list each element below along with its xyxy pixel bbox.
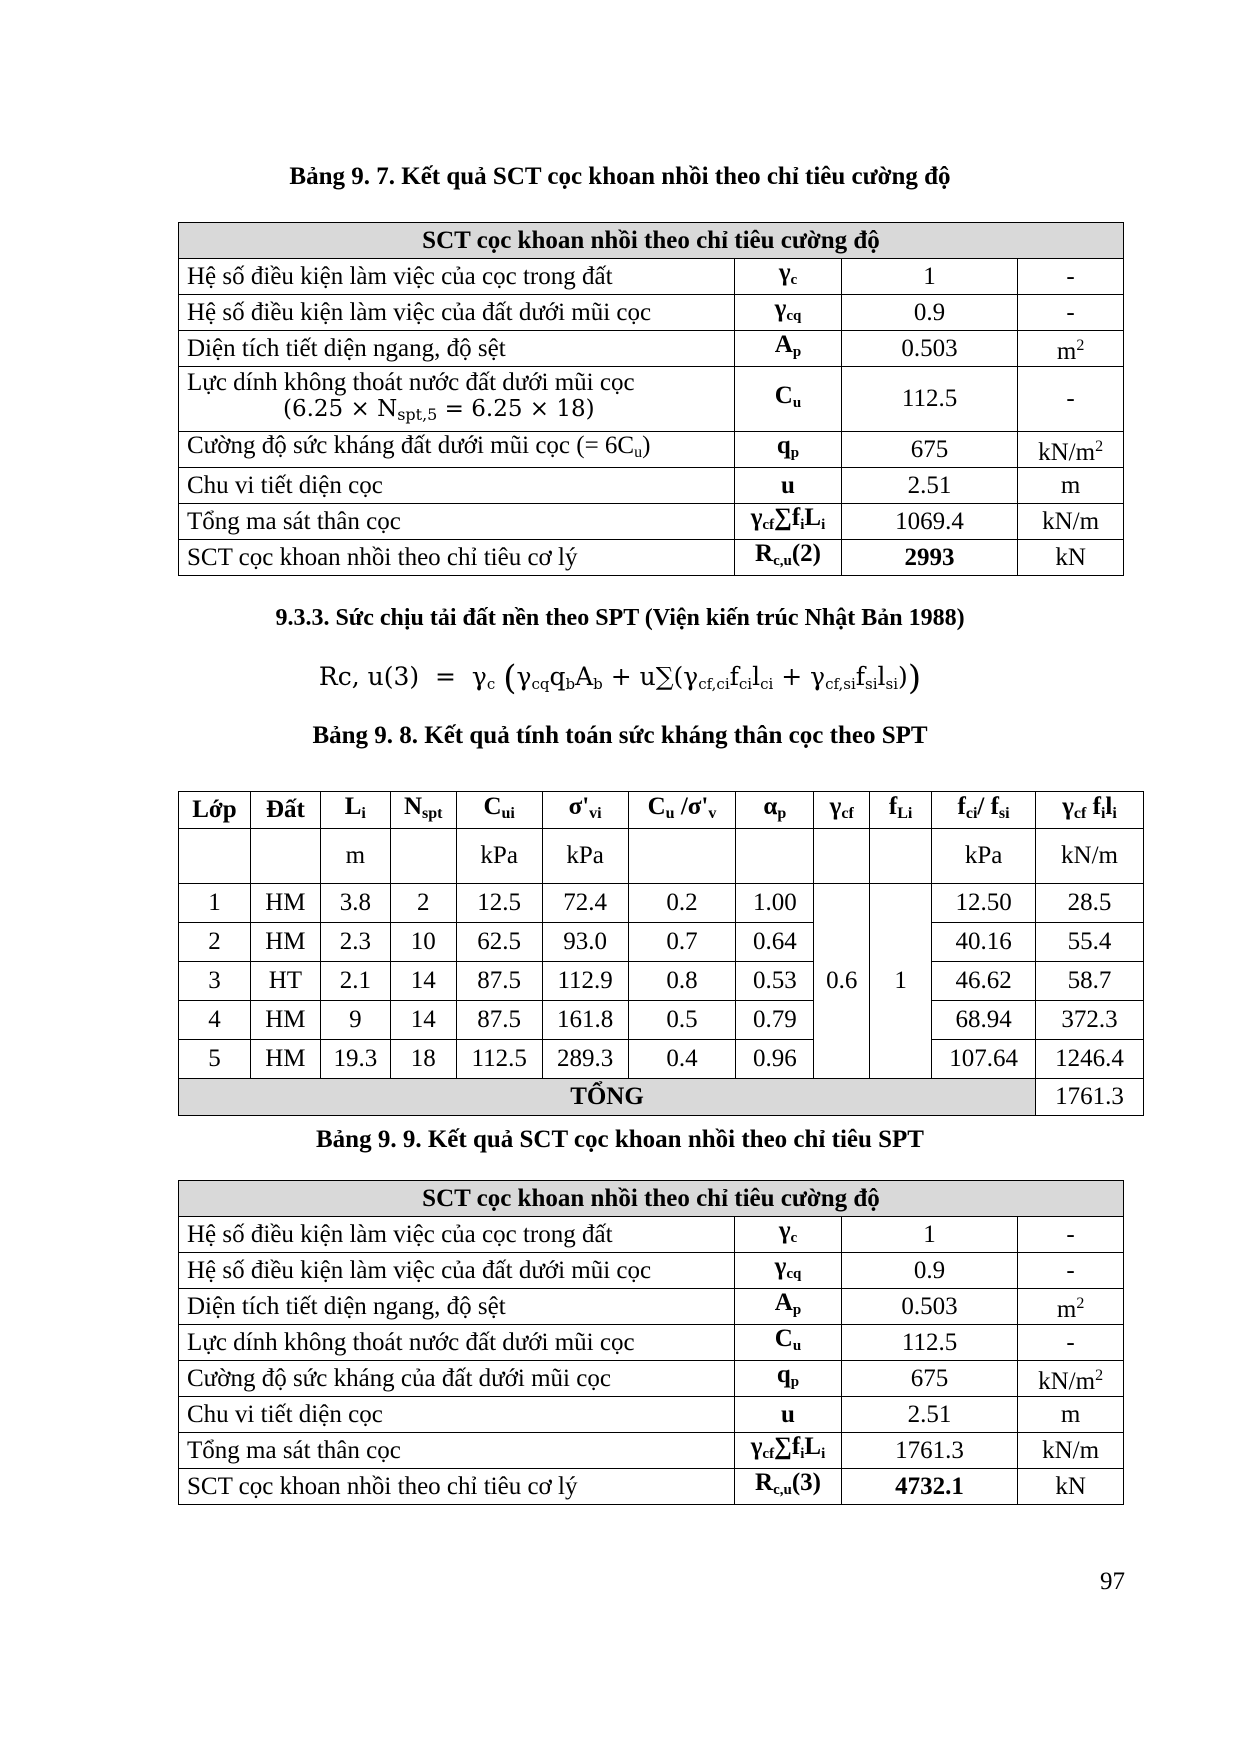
desc-text: Chu vi tiết diện cọc bbox=[187, 471, 383, 499]
table-cell: 14 bbox=[390, 1001, 456, 1040]
table-cell: 0.2 bbox=[628, 884, 736, 923]
row-value: 675 bbox=[841, 1361, 1017, 1397]
column-header: $\sigma'_{vi}$ bbox=[542, 792, 628, 829]
table-cell: 12.5 bbox=[456, 884, 542, 923]
column-header: $C_{ui}$ bbox=[456, 792, 542, 829]
symbol-sub: p bbox=[792, 1302, 802, 1318]
symbol-sub: cq bbox=[786, 308, 802, 324]
table-cell: 289.3 bbox=[542, 1040, 628, 1079]
table-row bbox=[179, 540, 1124, 576]
table-cell: HT bbox=[250, 962, 320, 1001]
row-unit: kN bbox=[1018, 540, 1124, 576]
row-symbol: $R_{c,u}(2)$ bbox=[735, 540, 842, 576]
unit-header bbox=[736, 829, 814, 884]
unit-header bbox=[179, 829, 251, 884]
table-cell: 112.9 bbox=[542, 962, 628, 1001]
row-description bbox=[179, 331, 735, 367]
table-9-9 bbox=[178, 1180, 1124, 1505]
desc-text: Tổng ma sát thân cọc bbox=[187, 507, 401, 535]
header-sub: vi bbox=[589, 804, 602, 822]
table-row bbox=[179, 1325, 1124, 1361]
row-value: 1069.4 bbox=[841, 504, 1017, 540]
desc-text: Hệ số điều kiện làm việc của cọc trong đất bbox=[187, 262, 613, 290]
header-sub: u bbox=[665, 804, 675, 822]
unit-header bbox=[870, 829, 932, 884]
symbol-sub: cq bbox=[786, 1266, 802, 1282]
table-cell: HM bbox=[250, 884, 320, 923]
row-value: 0.503 bbox=[841, 1289, 1017, 1325]
column-header: $f_{ci}/$ $f_{si}$ bbox=[932, 792, 1036, 829]
row-value: 2.51 bbox=[841, 1397, 1017, 1433]
row-description bbox=[179, 1289, 735, 1325]
header-sub: cf bbox=[841, 804, 854, 822]
table-cell: 5 bbox=[179, 1040, 251, 1079]
row-description bbox=[179, 468, 735, 504]
row-symbol: u bbox=[735, 1397, 842, 1433]
row-value: 1761.3 bbox=[841, 1433, 1017, 1469]
symbol-sub: i bbox=[800, 1446, 805, 1462]
table-cell: 14 bbox=[390, 962, 456, 1001]
row-unit: kN bbox=[1018, 1469, 1124, 1505]
unit-header: kPa bbox=[932, 829, 1036, 884]
row-value: 2993 bbox=[841, 540, 1017, 576]
table-caption-9-7: Bảng 9. 7. Kết quả SCT cọc khoan nhồi theo chỉ tiêu cường độ bbox=[289, 163, 951, 190]
column-header: $C_u$ $/\sigma'_v$ bbox=[628, 792, 736, 829]
unit-header bbox=[628, 829, 736, 884]
page-number: 97 bbox=[1100, 1568, 1125, 1595]
row-symbol: $\gamma_{cq}$ bbox=[735, 1253, 842, 1289]
header-sub: si bbox=[998, 804, 1010, 822]
column-header: $L_i$ bbox=[320, 792, 390, 829]
row-unit: m bbox=[1018, 468, 1124, 504]
table-cell: 0.7 bbox=[628, 923, 736, 962]
table-row bbox=[179, 1469, 1124, 1505]
row-value: 4732.1 bbox=[841, 1469, 1017, 1505]
row-description bbox=[179, 540, 735, 576]
table-cell: 1.00 bbox=[736, 884, 814, 923]
table-row bbox=[179, 432, 1124, 468]
header-sub: v bbox=[708, 804, 717, 822]
total-label: TỔNG bbox=[179, 1079, 1036, 1116]
column-header: Đất bbox=[250, 792, 320, 829]
symbol-sub: p bbox=[790, 1374, 800, 1390]
row-symbol: $\gamma_{cf}\sum f_iL_i$ bbox=[735, 504, 842, 540]
symbol-sub: c,u bbox=[773, 553, 792, 569]
table-row bbox=[179, 331, 1124, 367]
header-sub: Li bbox=[897, 804, 913, 822]
table-row bbox=[179, 962, 1144, 1001]
table-cell: 0.64 bbox=[736, 923, 814, 962]
table-cell: 0.4 bbox=[628, 1040, 736, 1079]
table-cell: 62.5 bbox=[456, 923, 542, 962]
unit-sup: 2 bbox=[1095, 1366, 1104, 1384]
header-sub: i bbox=[1112, 804, 1117, 822]
symbol-sub: u bbox=[792, 394, 802, 411]
unit-sup: 2 bbox=[1095, 437, 1104, 455]
column-header: Lớp bbox=[179, 792, 251, 829]
table-cell: 55.4 bbox=[1036, 923, 1144, 962]
table-cell: 28.5 bbox=[1036, 884, 1144, 923]
header-sub: i bbox=[361, 804, 366, 822]
row-unit: - bbox=[1018, 295, 1124, 331]
desc-line1: Lực dính không thoát nước đất dưới mũi cọc bbox=[187, 369, 635, 396]
table-row bbox=[179, 1289, 1124, 1325]
row-value: 2.51 bbox=[841, 468, 1017, 504]
unit-sup: 2 bbox=[1076, 1294, 1085, 1312]
unit-header: m bbox=[320, 829, 390, 884]
row-description bbox=[179, 1433, 735, 1469]
gamma-cf-cell: 0.6 bbox=[814, 884, 870, 1079]
row-value: 0.9 bbox=[841, 1253, 1017, 1289]
table-header: SCT cọc khoan nhồi theo chỉ tiêu cường độ bbox=[179, 1181, 1124, 1217]
row-unit: - bbox=[1018, 259, 1124, 295]
table-row bbox=[179, 1040, 1144, 1079]
formula bbox=[0, 658, 1240, 698]
row-unit: m bbox=[1018, 1397, 1124, 1433]
row-symbol: $\gamma_{cq}$ bbox=[735, 295, 842, 331]
symbol-sub: c,u bbox=[773, 1482, 792, 1498]
table-row bbox=[179, 1217, 1124, 1253]
table-cell: 46.62 bbox=[932, 962, 1036, 1001]
row-symbol: $R_{c,u}(3)$ bbox=[735, 1469, 842, 1505]
table-cell: 2.1 bbox=[320, 962, 390, 1001]
desc-text: Cường độ sức kháng của đất dưới mũi cọc bbox=[187, 1364, 611, 1392]
row-value: 0.9 bbox=[841, 295, 1017, 331]
desc-text: Hệ số điều kiện làm việc của đất dưới mũi cọc bbox=[187, 1256, 652, 1284]
row-symbol: $\gamma_c$ bbox=[735, 1217, 842, 1253]
table-cell: 161.8 bbox=[542, 1001, 628, 1040]
symbol-sub: p bbox=[792, 344, 802, 360]
table-row bbox=[179, 1001, 1144, 1040]
table-9-7 bbox=[178, 222, 1124, 576]
symbol-sub: i bbox=[821, 517, 826, 533]
total-row bbox=[179, 1079, 1144, 1116]
unit-header: kN/m bbox=[1036, 829, 1144, 884]
desc-sub: u bbox=[634, 444, 643, 461]
row-description bbox=[179, 367, 735, 432]
table-cell: 87.5 bbox=[456, 962, 542, 1001]
table-cell: 107.64 bbox=[932, 1040, 1036, 1079]
table-9-8 bbox=[178, 791, 1144, 1116]
table-cell: HM bbox=[250, 923, 320, 962]
column-header: $\alpha_p$ bbox=[736, 792, 814, 829]
row-unit: kN/m bbox=[1018, 504, 1124, 540]
unit-header: kPa bbox=[542, 829, 628, 884]
header-sub: ci bbox=[965, 804, 978, 822]
table-row bbox=[179, 295, 1124, 331]
formula-rhs: $\gamma_c$ $(\gamma_{cq}q_bA_b + u\sum(\gamma_{cf,ci}f_{ci}l_{ci} + \gamma_{cf,si}f_{si}l_{si}))$ bbox=[471, 658, 922, 698]
table-cell: 9 bbox=[320, 1001, 390, 1040]
desc-text: Chu vi tiết diện cọc bbox=[187, 1400, 383, 1428]
row-unit: - bbox=[1018, 367, 1124, 432]
unit-sup: 2 bbox=[1076, 336, 1085, 354]
table-caption-9-8: Bảng 9. 8. Kết quả tính toán sức kháng thân cọc theo SPT bbox=[312, 722, 928, 749]
row-value: 675 bbox=[841, 432, 1017, 468]
row-value: 0.503 bbox=[841, 331, 1017, 367]
desc-text: Hệ số điều kiện làm việc của đất dưới mũi cọc bbox=[187, 298, 652, 326]
row-unit: - bbox=[1018, 1325, 1124, 1361]
symbol-sub: cf bbox=[762, 1446, 775, 1462]
table-row bbox=[179, 1433, 1124, 1469]
table-cell: 58.7 bbox=[1036, 962, 1144, 1001]
row-unit: - bbox=[1018, 1217, 1124, 1253]
section-heading: 9.3.3. Sức chịu tải đất nền theo SPT (Viện kiến trúc Nhật Bản 1988) bbox=[275, 605, 965, 631]
symbol-sub: p bbox=[790, 445, 800, 461]
desc-sub: spt,5 bbox=[397, 405, 438, 424]
unit-header bbox=[390, 829, 456, 884]
column-header: $\gamma_{cf}$ bbox=[814, 792, 870, 829]
desc-text: Diện tích tiết diện ngang, độ sệt bbox=[187, 334, 506, 362]
column-header: $f_{Li}$ bbox=[870, 792, 932, 829]
table-cell: 0.79 bbox=[736, 1001, 814, 1040]
formula-eq: = bbox=[435, 662, 456, 691]
table-cell: 68.94 bbox=[932, 1001, 1036, 1040]
table-cell: 2 bbox=[390, 884, 456, 923]
unit-header: kPa bbox=[456, 829, 542, 884]
table-cell: 0.8 bbox=[628, 962, 736, 1001]
row-symbol: $C_u$ bbox=[735, 367, 842, 432]
row-description bbox=[179, 1361, 735, 1397]
row-unit: $m^2$ bbox=[1018, 1289, 1124, 1325]
row-symbol: $q_p$ bbox=[735, 432, 842, 468]
desc-text: Cường độ sức kháng đất dưới mũi cọc (= 6C bbox=[187, 432, 635, 459]
row-description bbox=[179, 295, 735, 331]
table-cell: 40.16 bbox=[932, 923, 1036, 962]
desc-text: SCT cọc khoan nhồi theo chỉ tiêu cơ lý bbox=[187, 543, 578, 571]
table-cell: 1246.4 bbox=[1036, 1040, 1144, 1079]
table-cell: 93.0 bbox=[542, 923, 628, 962]
table-row bbox=[179, 1361, 1124, 1397]
table-row bbox=[179, 468, 1124, 504]
row-description bbox=[179, 1253, 735, 1289]
row-symbol: $A_p$ bbox=[735, 331, 842, 367]
row-description bbox=[179, 1325, 735, 1361]
table-cell: 4 bbox=[179, 1001, 251, 1040]
row-symbol: $\gamma_c$ bbox=[735, 259, 842, 295]
table-cell: 0.5 bbox=[628, 1001, 736, 1040]
table-row bbox=[179, 1397, 1124, 1433]
table-cell: 112.5 bbox=[456, 1040, 542, 1079]
desc-text: Hệ số điều kiện làm việc của cọc trong đất bbox=[187, 1220, 613, 1248]
table-cell: 19.3 bbox=[320, 1040, 390, 1079]
column-header: $N_{spt}$ bbox=[390, 792, 456, 829]
table-cell: 2 bbox=[179, 923, 251, 962]
table-cell: 0.96 bbox=[736, 1040, 814, 1079]
table-header: SCT cọc khoan nhồi theo chỉ tiêu cường độ bbox=[179, 223, 1124, 259]
row-description bbox=[179, 1469, 735, 1505]
row-unit: $kN/m^2$ bbox=[1018, 1361, 1124, 1397]
row-value: 1 bbox=[841, 1217, 1017, 1253]
table-cell: 3 bbox=[179, 962, 251, 1001]
row-description bbox=[179, 1217, 735, 1253]
table-cell: 87.5 bbox=[456, 1001, 542, 1040]
row-description bbox=[179, 1397, 735, 1433]
symbol-sub: i bbox=[821, 1446, 826, 1462]
row-value: 112.5 bbox=[841, 1325, 1017, 1361]
row-symbol: $q_p$ bbox=[735, 1361, 842, 1397]
row-unit: $kN/m^2$ bbox=[1018, 432, 1124, 468]
header-sub: spt bbox=[422, 804, 443, 822]
table-row bbox=[179, 884, 1144, 923]
desc-text: Lực dính không thoát nước đất dưới mũi cọc bbox=[187, 1328, 635, 1356]
header-sub: cf bbox=[1073, 804, 1087, 822]
header-sub: p bbox=[777, 804, 787, 822]
symbol-sub: i bbox=[800, 517, 805, 533]
table-cell: 2.3 bbox=[320, 923, 390, 962]
table-row bbox=[179, 259, 1124, 295]
desc-text: SCT cọc khoan nhồi theo chỉ tiêu cơ lý bbox=[187, 1472, 578, 1500]
symbol-sub: cf bbox=[762, 517, 775, 533]
table-cell: HM bbox=[250, 1040, 320, 1079]
desc-line2: $(6.25 \times N_{spt,5} = 6.25 \times 18)$ bbox=[283, 396, 595, 424]
table-row bbox=[179, 367, 1124, 432]
unit-header bbox=[250, 829, 320, 884]
desc-text: Diện tích tiết diện ngang, độ sệt bbox=[187, 1292, 506, 1320]
table-cell: 3.8 bbox=[320, 884, 390, 923]
table-cell: 72.4 bbox=[542, 884, 628, 923]
row-unit: $m^2$ bbox=[1018, 331, 1124, 367]
symbol-sub: c bbox=[790, 1230, 798, 1246]
table-caption-9-9: Bảng 9. 9. Kết quả SCT cọc khoan nhồi theo chỉ tiêu SPT bbox=[316, 1126, 924, 1153]
table-cell: 18 bbox=[390, 1040, 456, 1079]
table-cell: 0.53 bbox=[736, 962, 814, 1001]
row-symbol: $A_p$ bbox=[735, 1289, 842, 1325]
row-description: Cường độ sức kháng đất dưới mũi cọc (= $6C_u$) bbox=[179, 432, 735, 468]
table-row bbox=[179, 1253, 1124, 1289]
table-cell: 1 bbox=[179, 884, 251, 923]
row-unit: - bbox=[1018, 1253, 1124, 1289]
table-cell: 12.50 bbox=[932, 884, 1036, 923]
table-cell: 10 bbox=[390, 923, 456, 962]
row-symbol: $C_u$ bbox=[735, 1325, 842, 1361]
row-symbol: $\gamma_{cf}\sum f_iL_i$ bbox=[735, 1433, 842, 1469]
row-description bbox=[179, 504, 735, 540]
desc-text: Tổng ma sát thân cọc bbox=[187, 1436, 401, 1464]
header-sub: i bbox=[1100, 804, 1106, 822]
table-row bbox=[179, 504, 1124, 540]
row-value: 112.5 bbox=[841, 367, 1017, 432]
column-header: $\gamma_{cf}$ $f_il_i$ bbox=[1036, 792, 1144, 829]
row-unit: kN/m bbox=[1018, 1433, 1124, 1469]
table-cell: 372.3 bbox=[1036, 1001, 1144, 1040]
header-sub: ui bbox=[501, 804, 515, 822]
row-description bbox=[179, 259, 735, 295]
symbol-sub: c bbox=[790, 272, 798, 288]
unit-header bbox=[814, 829, 870, 884]
total-value: 1761.3 bbox=[1036, 1079, 1144, 1116]
f-li-cell: 1 bbox=[870, 884, 932, 1079]
symbol-sub: u bbox=[792, 1338, 802, 1354]
row-value: 1 bbox=[841, 259, 1017, 295]
formula-lhs: Rc, u(3) bbox=[318, 662, 420, 691]
table-row bbox=[179, 923, 1144, 962]
row-symbol: u bbox=[735, 468, 842, 504]
table-cell: HM bbox=[250, 1001, 320, 1040]
